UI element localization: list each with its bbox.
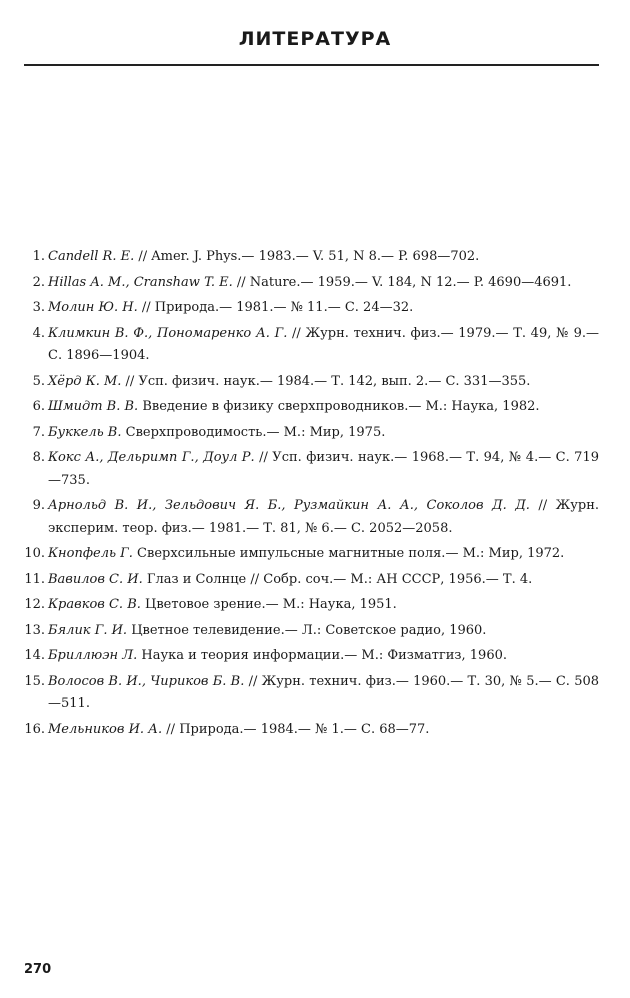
- reference-author: Кравков С. В.: [48, 597, 141, 612]
- reference-author: Буккель В.: [48, 424, 122, 440]
- reference-text: // Журн. технич. физ.— 1960.— Т. 30, № 5.— С. 508—511.: [48, 673, 600, 711]
- reference-number: 1.: [32, 249, 45, 264]
- reference-author: Вавилов С. И.: [48, 571, 143, 587]
- reference-item: [24, 297, 599, 320]
- reference-body: [48, 246, 599, 269]
- reference-author: Кокс А., Дельримп Г., Доул Р.: [48, 450, 255, 465]
- reference-body: [48, 371, 599, 394]
- reference-number: 15.: [24, 673, 45, 689]
- reference-body: [48, 594, 599, 617]
- reference-item: [24, 620, 599, 643]
- reference-item: [24, 543, 599, 566]
- reference-body: [48, 422, 599, 445]
- reference-text: Введение в физику сверхпроводников.— М.: Наука, 1982.: [138, 399, 540, 414]
- reference-body: [48, 396, 599, 419]
- reference-author: Мельников И. А.: [48, 721, 163, 737]
- reference-item: [24, 272, 599, 295]
- reference-text: // Усп. физич. наук.— 1984.— Т. 142, вып. 2.— С. 331—355.: [121, 373, 531, 389]
- reference-text: // Природа.— 1984.— № 1.— С. 68—77.: [162, 721, 430, 737]
- reference-number: 5.: [32, 373, 45, 389]
- reference-item: [24, 323, 599, 368]
- reference-number: 10.: [24, 546, 45, 561]
- reference-body: [48, 272, 599, 295]
- reference-author: Кнопфель Г.: [48, 546, 133, 561]
- reference-body: [48, 495, 599, 540]
- reference-author: Шмидт В. В.: [48, 399, 139, 414]
- reference-item: [24, 671, 599, 716]
- reference-text: // Природа.— 1981.— № 11.— С. 24—32.: [137, 300, 414, 315]
- reference-author: Молин Ю. Н.: [48, 300, 138, 315]
- reference-text: Сверхпроводимость.— М.: Мир, 1975.: [121, 424, 386, 440]
- reference-body: [48, 543, 599, 566]
- reference-item: [24, 645, 599, 668]
- reference-number: 13.: [24, 622, 45, 638]
- reference-author: Hillas A. M., Cranshaw T. E.: [48, 274, 233, 290]
- reference-number: 11.: [24, 571, 45, 587]
- reference-text: // Nature.— 1959.— V. 184, N 12.— P. 4690—4691.: [232, 274, 572, 290]
- reference-number: 14.: [24, 648, 45, 663]
- reference-item: [24, 719, 599, 742]
- reference-body: [48, 719, 599, 742]
- reference-body: [48, 671, 599, 716]
- reference-number: 16.: [24, 721, 45, 737]
- reference-text: // Журн. эксперим. теор. физ.— 1981.— Т. 81, № 6.— С. 2052—2058.: [48, 498, 599, 536]
- reference-number: 7.: [32, 424, 45, 440]
- reference-item: [24, 396, 599, 419]
- reference-author: Бриллюэн Л.: [48, 648, 138, 663]
- reference-text: Цветовое зрение.— М.: Наука, 1951.: [140, 597, 397, 612]
- page-number: 270: [24, 962, 52, 977]
- reference-author: Хёрд К. М.: [48, 373, 122, 389]
- reference-list: [24, 246, 599, 744]
- reference-body: [48, 323, 599, 368]
- reference-item: [24, 422, 599, 445]
- reference-number: 6.: [32, 399, 45, 414]
- reference-text: Сверхсильные импульсные магнитные поля.— М.: Мир, 1972.: [132, 546, 565, 561]
- reference-number: 2.: [32, 274, 45, 290]
- page-title: ЛИТЕРАТУРА: [238, 28, 392, 50]
- reference-author: Климкин В. Ф., Пономаренко А. Г.: [48, 325, 288, 341]
- reference-item: [24, 594, 599, 617]
- reference-body: [48, 297, 599, 320]
- reference-text: Цветное телевидение.— Л.: Советское радио, 1960.: [127, 622, 487, 638]
- reference-author: Candell R. E.: [48, 249, 135, 264]
- reference-body: [48, 620, 599, 643]
- reference-item: [24, 569, 599, 592]
- reference-item: [24, 371, 599, 394]
- reference-text: Наука и теория информации.— М.: Физматгиз, 1960.: [137, 648, 507, 663]
- reference-text: Глаз и Солнце // Собр. соч.— М.: АН СССР, 1956.— Т. 4.: [142, 571, 533, 587]
- reference-item: [24, 495, 599, 540]
- reference-number: 3.: [32, 300, 45, 315]
- title-divider: [24, 64, 599, 66]
- reference-number: 9.: [32, 498, 45, 513]
- reference-item: [24, 246, 599, 269]
- reference-number: 8.: [32, 450, 45, 465]
- reference-body: [48, 447, 599, 492]
- reference-body: [48, 569, 599, 592]
- reference-body: [48, 645, 599, 668]
- reference-text: // Журн. технич. физ.— 1979.— Т. 49, № 9.— С. 1896—1904.: [48, 325, 600, 363]
- reference-number: 12.: [24, 597, 45, 612]
- reference-item: [24, 447, 599, 492]
- reference-number: 4.: [32, 325, 45, 341]
- reference-author: Волосов В. И., Чириков Б. В.: [48, 673, 245, 689]
- reference-author: Бялик Г. И.: [48, 622, 128, 638]
- reference-text: // Amer. J. Phys.— 1983.— V. 51, N 8.— P. 698—702.: [134, 249, 480, 264]
- reference-author: Арнольд В. И., Зельдович Я. Б., Рузмайкин А. А., Соколов Д. Д.: [48, 498, 530, 513]
- reference-text: // Усп. физич. наук.— 1968.— Т. 94, № 4.— С. 719—735.: [48, 450, 599, 488]
